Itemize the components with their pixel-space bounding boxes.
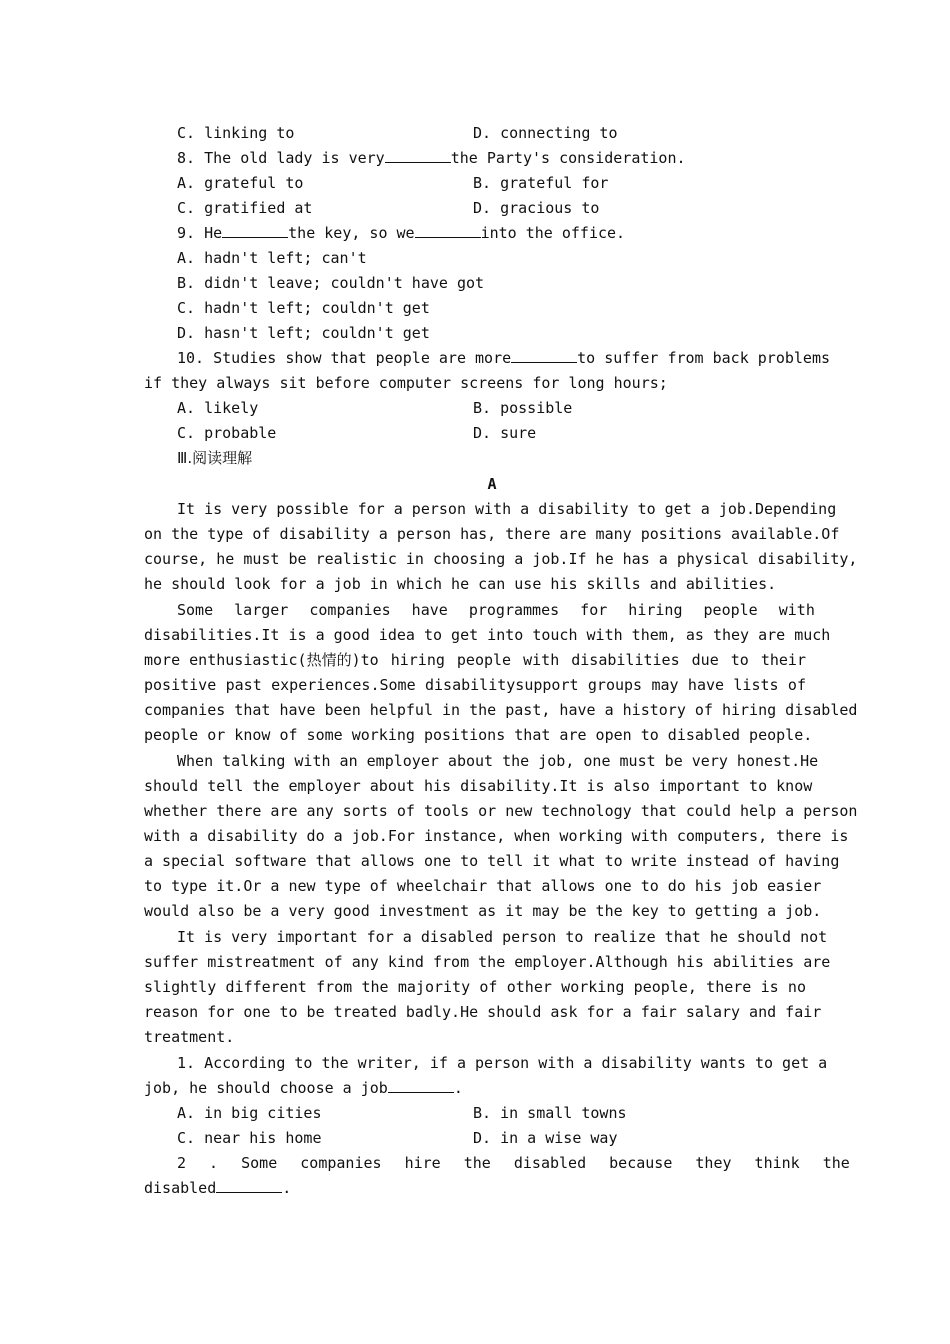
rq1-option-b: B. in small towns [473, 1104, 627, 1122]
q8-option-a: A. grateful to [177, 174, 304, 192]
rq1-stem-post: . [453, 1079, 463, 1097]
p3-line7: would also be a very good investment as it may be the key to getting a job. [144, 902, 822, 920]
answer-blank [511, 348, 577, 363]
p2-line3-post: )to hiring people with disabilities due to their [351, 651, 806, 669]
p3-line6: to type it.Or a new type of wheelchair that allows one to do his job easier [144, 877, 822, 895]
q7-option-c: C. linking to [177, 124, 295, 142]
q9-stem-pre: 9. He [177, 224, 223, 242]
q10-stem-pre: 10. Studies show that people are more [177, 349, 512, 367]
p1-line1: It is very possible for a person with a disability to get a job.Depending [177, 500, 837, 518]
q10-option-d: D. sure [473, 424, 537, 442]
q8-option-b: B. grateful for [473, 174, 609, 192]
q8-stem [177, 148, 686, 168]
q7-option-d: D. connecting to [473, 124, 618, 142]
q8-stem-pre: 8. The old lady is very [177, 149, 385, 167]
rq1-option-d: D. in a wise way [473, 1129, 618, 1147]
p2-line3-pre: more enthusiastic( [144, 651, 307, 669]
q9-option-c: C. hadn't left; couldn't get [177, 299, 430, 317]
p4-line1: It is very important for a disabled person to realize that he should not [177, 928, 828, 946]
p2-line6: people or know of some working positions that are open to disabled people. [144, 726, 813, 744]
p3-line3: whether there are any sorts of tools or new technology that could help a person [144, 802, 858, 820]
answer-blank [216, 1178, 282, 1193]
p3-line2: should tell the employer about his disability.It is also important to know [144, 777, 813, 795]
p4-line2: suffer mistreatment of any kind from the employer.Although his abilities are [144, 953, 831, 971]
q10-stem-line2: if they always sit before computer screens for long hours; [144, 374, 668, 392]
rq2-stem-line1: 2 . Some companies hire the disabled because they think the [177, 1154, 850, 1172]
rq1-stem-line1: 1. According to the writer, if a person with a disability wants to get a [177, 1054, 828, 1072]
q10-option-a: A. likely [177, 399, 259, 417]
rq2-stem-pre: disabled [144, 1179, 217, 1197]
rq1-option-a: A. in big cities [177, 1104, 322, 1122]
rq1-stem-pre: job, he should choose a job [144, 1079, 388, 1097]
rq2-stem-line2 [144, 1178, 291, 1198]
q9-stem-post: into the office. [480, 224, 626, 242]
p2-line3 [144, 650, 806, 670]
q10-option-c: C. probable [177, 424, 277, 442]
passage-label: A [487, 475, 497, 493]
q9-option-a: A. hadn't left; can't [177, 249, 367, 267]
q10-stem [177, 348, 831, 368]
rq1-option-c: C. near his home [177, 1129, 322, 1147]
q9-option-d: D. hasn't left; couldn't get [177, 324, 430, 342]
rq1-stem-line2 [144, 1078, 463, 1098]
p3-line5: a special software that allows one to tell it what to write instead of having [144, 852, 840, 870]
p2-line2: disabilities.It is a good idea to get into touch with them, as they are much [144, 626, 831, 644]
q10-stem-post: to suffer from back problems [577, 349, 831, 367]
p2-line4: positive past experiences.Some disabilitysupport groups may have lists of [144, 676, 806, 694]
p3-line1: When talking with an employer about the job, one must be very honest.He [177, 752, 819, 770]
chinese-gloss: 热情的 [306, 651, 352, 669]
p1-line4: he should look for a job in which he can use his skills and abilities. [144, 575, 777, 593]
p2-line1: Some larger companies have programmes for hiring people with [177, 601, 815, 619]
answer-blank [388, 1078, 454, 1093]
q8-option-d: D. gracious to [473, 199, 600, 217]
rq2-stem-post: . [282, 1179, 292, 1197]
answer-blank [415, 223, 481, 238]
p1-line2: on the type of disability a person has, there are many positions available.Of [144, 525, 840, 543]
p3-line4: with a disability do a job.For instance, when working with computers, there is [144, 827, 849, 845]
p4-line4: reason for one to be treated badly.He should ask for a fair salary and fair [144, 1003, 822, 1021]
p4-line3: slightly different from the majority of other working people, there is no [144, 978, 806, 996]
q8-stem-post: the Party's consideration. [450, 149, 686, 167]
q8-option-c: C. gratified at [177, 199, 313, 217]
q9-stem-mid: the key, so we [288, 224, 415, 242]
p4-line5: treatment. [144, 1028, 235, 1046]
q9-option-b: B. didn't leave; couldn't have got [177, 274, 485, 292]
q10-option-b: B. possible [473, 399, 573, 417]
answer-blank [222, 223, 288, 238]
p2-line5: companies that have been helpful in the past, have a history of hiring disabled [144, 701, 858, 719]
section-heading: Ⅲ.阅读理解 [177, 449, 253, 467]
answer-blank [385, 148, 451, 163]
q9-stem [177, 223, 625, 243]
p1-line3: course, he must be realistic in choosing a job.If he has a physical disability, [144, 550, 858, 568]
